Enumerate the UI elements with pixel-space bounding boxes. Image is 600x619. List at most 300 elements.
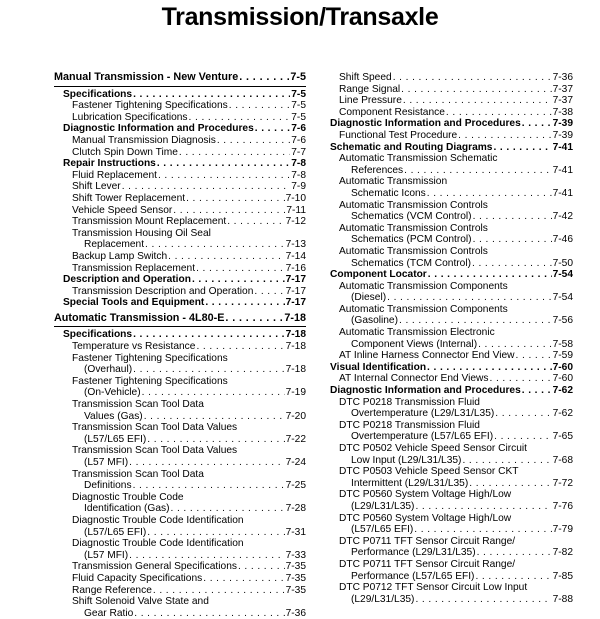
- dot-leader: [133, 480, 285, 492]
- toc-entry[interactable]: [54, 585, 306, 597]
- toc-entry[interactable]: [54, 469, 306, 492]
- toc-entry[interactable]: [54, 376, 306, 399]
- dot-leader: [494, 431, 551, 443]
- page-number: 7-18: [285, 341, 306, 353]
- dot-leader: [173, 205, 285, 217]
- toc-entry-text: Automatic Transmission Controls: [339, 245, 488, 257]
- page-number: 7-88: [552, 593, 573, 605]
- toc-entry-line: [72, 364, 306, 376]
- page-number: 7-5: [291, 88, 306, 100]
- toc-entry-text: Manual Transmission - New Venture: [54, 71, 239, 83]
- page-number: 7-19: [285, 387, 306, 399]
- page-number: 7-41: [552, 141, 573, 153]
- page-number: 7-62: [552, 408, 573, 420]
- toc-entry-text: Range Reference: [72, 584, 152, 596]
- toc-entry-line: [72, 170, 306, 182]
- toc-entry-text: DTC P0218 Transmission Fluid: [339, 419, 480, 431]
- toc-entry-text: Transmission Description and Operation: [72, 285, 254, 297]
- toc-entry[interactable]: [321, 72, 573, 84]
- toc-entry-line: [72, 112, 306, 124]
- toc-entry[interactable]: [54, 286, 306, 298]
- toc-entry[interactable]: [321, 304, 573, 327]
- dot-leader: [205, 297, 284, 309]
- toc-entry-line: [72, 216, 306, 228]
- toc-entry[interactable]: [321, 327, 573, 350]
- toc-entry-text: Diagnostic Trouble Code Identification: [72, 514, 244, 526]
- toc-entry-line: [339, 501, 573, 513]
- toc-entry-text-cont: Gear Ratio: [84, 607, 134, 619]
- dot-leader: [196, 341, 284, 353]
- toc-entry[interactable]: [54, 561, 306, 573]
- toc-entry[interactable]: [321, 582, 573, 605]
- page-number: 7-62: [552, 385, 573, 397]
- toc-entry[interactable]: [321, 176, 573, 199]
- toc-entry[interactable]: [321, 513, 573, 536]
- toc-entry[interactable]: [54, 353, 306, 376]
- toc-entry-text-cont: Schematic Icons: [351, 187, 426, 199]
- toc-entry-text: Temperature vs Resistance: [72, 341, 196, 353]
- toc-entry-line: [339, 234, 573, 246]
- page-number: 7-35: [285, 572, 306, 584]
- dot-leader: [158, 170, 290, 182]
- page-number: 7-17: [285, 285, 306, 297]
- toc-entry-text: Shift Lever: [72, 181, 121, 193]
- dot-leader: [473, 234, 552, 246]
- toc-entry-line: [72, 411, 306, 423]
- toc-entry-line: [72, 503, 306, 515]
- toc-entry-text-cont: Intermittent (L29/L31/L35): [351, 477, 469, 489]
- toc-entry-text: Backup Lamp Switch: [72, 250, 168, 262]
- toc-entry-text: AT Internal Connector End Views: [339, 373, 489, 385]
- dot-leader: [133, 329, 285, 341]
- toc-section[interactable]: [54, 72, 306, 84]
- toc-entry-line: [339, 547, 573, 559]
- toc-entry[interactable]: [321, 223, 573, 246]
- dot-leader: [203, 573, 284, 585]
- page-number: 7-20: [285, 410, 306, 422]
- dot-leader: [238, 561, 285, 573]
- toc-entry-line: [339, 165, 573, 177]
- toc-entry-text: Range Signal: [339, 83, 401, 95]
- toc-entry[interactable]: [321, 536, 573, 559]
- toc-entry-text: DTC P0218 Transmission Fluid: [339, 396, 480, 408]
- toc-entry-text: Fluid Replacement: [72, 169, 157, 181]
- toc-entry-text-cont: Replacement: [84, 239, 145, 251]
- page-number: 7-17: [285, 274, 306, 286]
- page-number: 7-41: [552, 187, 573, 199]
- toc-entry-line: [72, 286, 306, 298]
- page-number: 7-8: [291, 169, 306, 181]
- toc-entry[interactable]: [54, 573, 306, 585]
- dot-leader: [490, 373, 552, 385]
- page-number: 7-12: [285, 216, 306, 228]
- page-number: 7-59: [552, 350, 573, 362]
- toc-entry-text: Fastener Tightening Specifications: [72, 375, 228, 387]
- toc-entry-text-cont: (L29/L31/L35): [351, 500, 415, 512]
- toc-entry-text: Diagnostic Trouble Code: [72, 491, 184, 503]
- page-number: 7-25: [285, 480, 306, 492]
- toc-entry-line: [72, 263, 306, 275]
- toc-entry-text: Vehicle Speed Sensor: [72, 204, 173, 216]
- section-rule: [54, 326, 306, 327]
- toc-entry-text: Transmission Scan Tool Data Values: [72, 422, 238, 434]
- toc-entry-text-cont: Performance (L57/L65 EFI): [351, 570, 475, 582]
- toc-entry[interactable]: [321, 200, 573, 223]
- toc-entry[interactable]: [321, 373, 573, 385]
- page-number: 7-18: [285, 329, 306, 341]
- toc-entry-text: Automatic Transmission Schematic: [339, 153, 498, 165]
- toc-entry[interactable]: [321, 107, 573, 119]
- toc-entry-line: [72, 135, 306, 147]
- toc-subsection[interactable]: [321, 269, 573, 281]
- toc-entry-text: DTC P0560 System Voltage High/Low: [339, 489, 512, 501]
- toc-entry[interactable]: [321, 397, 573, 420]
- toc-subsection[interactable]: [54, 89, 306, 101]
- toc-entry-text: Diagnostic Trouble Code Identification: [72, 538, 244, 550]
- dot-leader: [186, 193, 285, 205]
- toc-entry-line: [72, 193, 306, 205]
- toc-entry-text-cont: Values (Gas): [84, 410, 143, 422]
- page-number: 7-36: [552, 72, 573, 83]
- dot-leader: [179, 147, 290, 159]
- dot-leader: [171, 503, 285, 515]
- toc-right-column: [321, 72, 573, 605]
- dot-leader: [399, 315, 552, 327]
- toc-entry-text: DTC P0711 TFT Sensor Circuit Range/: [339, 558, 516, 570]
- dot-leader: [133, 364, 284, 376]
- page-number: 7-38: [552, 106, 573, 118]
- dot-leader: [427, 362, 552, 374]
- toc-entry-line: [339, 339, 573, 351]
- toc-entry-text-cont: Schematics (VCM Control): [351, 211, 472, 223]
- dot-leader: [493, 142, 551, 154]
- toc-entry-line: [63, 297, 306, 309]
- toc-entry-line: [72, 608, 306, 619]
- toc-entry-text: Repair Instructions: [63, 158, 156, 170]
- toc-entry-text: Transmission General Specifications: [72, 561, 237, 573]
- dot-leader: [495, 408, 551, 420]
- toc-entry-text: Automatic Transmission Controls: [339, 222, 488, 234]
- toc-entry-text: Component Locator: [330, 269, 427, 281]
- toc-subsection[interactable]: [54, 123, 306, 135]
- page-number: 7-46: [552, 234, 573, 246]
- toc-entry-text: DTC P0503 Vehicle Speed Sensor CKT: [339, 466, 519, 478]
- toc-entry-line: [330, 362, 573, 374]
- toc-entry-line: [54, 72, 306, 84]
- page-number: 7-24: [285, 457, 306, 468]
- toc-left-column: [54, 72, 306, 619]
- toc-entry-line: [63, 274, 306, 286]
- toc-entry-line: [339, 373, 573, 385]
- toc-entry-text: Line Pressure: [339, 95, 402, 107]
- toc-entry-line: [339, 408, 573, 420]
- page-number: 7-50: [552, 257, 573, 269]
- page-title: Transmission/Transaxle: [161, 3, 439, 31]
- toc-entry-text: Functional Test Procedure: [339, 129, 458, 141]
- toc-entry-line: [72, 239, 306, 251]
- dot-leader: [133, 89, 290, 101]
- toc-entry[interactable]: [54, 135, 306, 147]
- toc-entry-line: [339, 478, 573, 490]
- toc-entry-line: [339, 130, 573, 142]
- toc-entry-text: Automatic Transmission Electronic: [339, 327, 495, 339]
- toc-subsection[interactable]: [321, 118, 573, 130]
- toc-subsection[interactable]: [54, 297, 306, 309]
- toc-entry-text: Component Resistance: [339, 106, 445, 118]
- page-number: 7-33: [285, 549, 306, 561]
- dot-leader: [401, 84, 551, 96]
- toc-entry-line: [72, 573, 306, 585]
- page-number: 7-35: [285, 584, 306, 596]
- toc-entry[interactable]: [54, 205, 306, 217]
- page-number: 7-60: [552, 361, 573, 373]
- toc-entry-text: Fluid Capacity Specifications: [72, 572, 203, 584]
- dot-leader: [404, 165, 552, 177]
- dot-leader: [393, 72, 552, 84]
- toc-entry[interactable]: [54, 193, 306, 205]
- page-number: 7-6: [291, 123, 306, 135]
- page-number: 7-39: [552, 118, 573, 130]
- toc-entry-line: [72, 434, 306, 446]
- toc-entry[interactable]: [321, 153, 573, 176]
- toc-entry-line: [339, 350, 573, 362]
- toc-entry[interactable]: [54, 263, 306, 275]
- toc-entry[interactable]: [321, 281, 573, 304]
- dot-leader: [239, 72, 289, 84]
- toc-entry-line: [330, 269, 573, 281]
- toc-entry-line: [339, 84, 573, 96]
- page-number: 7-28: [285, 503, 306, 515]
- toc-entry[interactable]: [321, 420, 573, 443]
- dot-leader: [522, 118, 552, 130]
- toc-entry-line: [72, 341, 306, 353]
- toc-entry-line: [72, 527, 306, 539]
- dot-leader: [462, 455, 551, 467]
- toc-entry-text-cont: Schematics (PCM Control): [351, 234, 472, 246]
- toc-section[interactable]: [54, 313, 306, 325]
- toc-entry-text-cont: Low Input (L29/L31/L35): [351, 454, 462, 466]
- toc-entry-text-cont: Component Views (Internal): [351, 338, 478, 350]
- toc-entry-text: DTC P0711 TFT Sensor Circuit Range/: [339, 535, 516, 547]
- toc-entry[interactable]: [54, 251, 306, 263]
- page-number: 7-54: [552, 292, 573, 304]
- dot-leader: [153, 585, 285, 597]
- toc-entry-text: AT Inline Harness Connector End View: [339, 350, 515, 362]
- dot-leader: [477, 547, 552, 559]
- toc-subsection[interactable]: [321, 362, 573, 374]
- toc-entry-line: [72, 147, 306, 159]
- toc-entry-text-cont: Overtemperature (L57/L65 EFI): [351, 431, 494, 443]
- dot-leader: [122, 181, 291, 193]
- toc-entry-line: [72, 550, 306, 562]
- toc-entry-text: Diagnostic Information and Procedures: [63, 123, 254, 135]
- toc-entry[interactable]: [321, 350, 573, 362]
- toc-entry-line: [339, 211, 573, 223]
- dot-leader: [522, 385, 552, 397]
- toc-entry-text: Fastener Tightening Specifications: [72, 100, 228, 112]
- toc-subsection[interactable]: [321, 385, 573, 397]
- toc-entry[interactable]: [321, 443, 573, 466]
- dot-leader: [458, 130, 551, 142]
- toc-entry[interactable]: [54, 100, 306, 112]
- toc-entry-line: [54, 313, 306, 325]
- toc-entry-text: Fastener Tightening Specifications: [72, 352, 228, 364]
- toc-entry-text: Shift Tower Replacement: [72, 192, 186, 204]
- toc-entry-line: [72, 561, 306, 573]
- toc-entry-text: Diagnostic Information and Procedures: [330, 118, 521, 130]
- toc-entry[interactable]: [54, 147, 306, 159]
- page-number: 7-8: [291, 158, 306, 170]
- toc-subsection[interactable]: [54, 329, 306, 341]
- toc-entry-line: [339, 258, 573, 270]
- page-number: 7-37: [552, 83, 573, 95]
- page-number: 7-85: [552, 570, 573, 582]
- section-rule: [54, 86, 306, 87]
- toc-entry-text-cont: (L57/L65 EFI): [351, 524, 414, 536]
- toc-entry-text-cont: (L57/L65 EFI): [84, 526, 147, 538]
- toc-entry-text: Manual Transmission Diagnosis: [72, 134, 216, 146]
- dot-leader: [478, 339, 552, 351]
- dot-leader: [469, 478, 551, 490]
- toc-entry-text-cont: (L29/L31/L35): [351, 593, 415, 605]
- toc-entry-line: [63, 158, 306, 170]
- page-number: 7-54: [552, 269, 573, 281]
- toc-entry-text: Automatic Transmission Controls: [339, 199, 488, 211]
- toc-entry-text: Transmission Replacement: [72, 262, 196, 274]
- toc-entry[interactable]: [54, 181, 306, 193]
- dot-leader: [147, 434, 284, 446]
- toc-entry-text: Specifications: [63, 329, 133, 341]
- toc-entry[interactable]: [54, 341, 306, 353]
- toc-entry-text: Visual Identification: [330, 361, 427, 373]
- toc-entry-text-cont: Overtemperature (L29/L31/L35): [351, 408, 495, 420]
- toc-entry-text-cont: Identification (Gas): [84, 503, 170, 515]
- toc-entry-line: [72, 585, 306, 597]
- page-number: 7-41: [552, 164, 573, 176]
- dot-leader: [387, 292, 552, 304]
- dot-leader: [147, 527, 284, 539]
- toc-entry-line: [339, 431, 573, 443]
- toc-entry-text: Schematic and Routing Diagrams: [330, 141, 493, 153]
- toc-entry-text-cont: Definitions: [84, 480, 132, 492]
- dot-leader: [415, 501, 551, 513]
- toc-entry-text: DTC P0712 TFT Sensor Circuit Low Input: [339, 582, 528, 594]
- toc-entry-text: Transmission Housing Oil Seal: [72, 227, 211, 239]
- toc-entry[interactable]: [54, 515, 306, 538]
- toc-entry[interactable]: [321, 489, 573, 512]
- dot-leader: [196, 263, 285, 275]
- page-number: 7-16: [285, 262, 306, 274]
- toc-entry[interactable]: [54, 445, 306, 468]
- toc-entry[interactable]: [54, 492, 306, 515]
- toc-subsection[interactable]: [321, 142, 573, 154]
- toc-entry-text: Lubrication Specifications: [72, 111, 188, 123]
- page-number: 7-10: [285, 192, 306, 204]
- toc-entry[interactable]: [321, 466, 573, 489]
- toc-subsection[interactable]: [54, 158, 306, 170]
- toc-entry-text: Automatic Transmission Components: [339, 280, 508, 292]
- page-number: 7-37: [552, 95, 573, 107]
- dot-leader: [157, 158, 290, 170]
- dot-leader: [446, 107, 552, 119]
- page-number: 7-22: [285, 433, 306, 445]
- page-number: 7-17: [285, 297, 306, 309]
- toc-entry-line: [330, 385, 573, 397]
- dot-leader: [255, 123, 291, 135]
- toc-entry[interactable]: [54, 216, 306, 228]
- page-number: 7-13: [285, 239, 306, 251]
- toc-entry-line: [63, 329, 306, 341]
- dot-leader: [189, 112, 291, 124]
- toc-entry-text: DTC P0560 System Voltage High/Low: [339, 512, 512, 524]
- page-number: 7-65: [552, 431, 573, 443]
- toc-entry[interactable]: [54, 228, 306, 251]
- dot-leader: [129, 550, 284, 562]
- toc-entry-text: Automatic Transmission - 4L80-E: [54, 311, 225, 324]
- dot-leader: [516, 350, 552, 362]
- toc-entry[interactable]: [54, 112, 306, 124]
- page-number: 7-56: [552, 315, 573, 327]
- dot-leader: [192, 274, 285, 286]
- toc-entry-text: Special Tools and Equipment: [63, 297, 205, 309]
- page-number: 7-18: [285, 364, 306, 376]
- dot-leader: [472, 258, 552, 270]
- page-number: 7-60: [552, 373, 573, 385]
- toc-entry-text: Shift Solenoid Valve State and: [72, 596, 209, 608]
- page-number: 7-36: [285, 607, 306, 619]
- dot-leader: [414, 524, 551, 536]
- toc-entry[interactable]: [54, 538, 306, 561]
- toc-entry-text: DTC P0502 Vehicle Speed Sensor Circuit: [339, 443, 528, 454]
- toc-entry-text: Transmission Scan Tool Data: [72, 399, 204, 411]
- toc-entry[interactable]: [54, 170, 306, 182]
- page-number: 7-5: [291, 100, 306, 112]
- toc-entry-text: Clutch Spin Down Time: [72, 146, 178, 158]
- toc-entry[interactable]: [321, 246, 573, 269]
- page-number: 7-6: [291, 134, 306, 146]
- toc-entry-text-cont: (L57/L65 EFI): [84, 433, 147, 445]
- toc-entry-line: [339, 95, 573, 107]
- page-number: 7-31: [285, 526, 306, 538]
- dot-leader: [134, 608, 284, 619]
- toc-entry[interactable]: [321, 84, 573, 96]
- toc-entry-line: [339, 292, 573, 304]
- dot-leader: [428, 269, 552, 281]
- toc-entry[interactable]: [54, 399, 306, 422]
- toc-entry-text-cont: (Diesel): [351, 292, 387, 304]
- toc-entry[interactable]: [321, 95, 573, 107]
- toc-entry[interactable]: [321, 130, 573, 142]
- page-number: 7-11: [286, 204, 306, 216]
- toc-entry-text: Shift Speed: [339, 72, 392, 83]
- toc-entry-line: [339, 72, 573, 84]
- page-number: 7-79: [552, 524, 573, 536]
- toc-subsection[interactable]: [54, 274, 306, 286]
- page-number: 7-35: [285, 561, 306, 573]
- toc-entry-line: [72, 251, 306, 263]
- toc-entry[interactable]: [54, 422, 306, 445]
- toc-entry-text: Transmission Scan Tool Data Values: [72, 445, 238, 457]
- toc-entry-text: Transmission Scan Tool Data: [72, 468, 204, 480]
- toc-entry-line: [72, 181, 306, 193]
- toc-entry-text-cont: (Gasoline): [351, 315, 398, 327]
- toc-entry-line: [72, 457, 306, 469]
- toc-entry-text-cont: (L57 MFI): [84, 457, 129, 468]
- dot-leader: [129, 457, 284, 469]
- toc-entry-line: [330, 142, 573, 154]
- toc-entry-text-cont: Schematics (TCM Control): [351, 257, 472, 269]
- toc-entry[interactable]: [321, 559, 573, 582]
